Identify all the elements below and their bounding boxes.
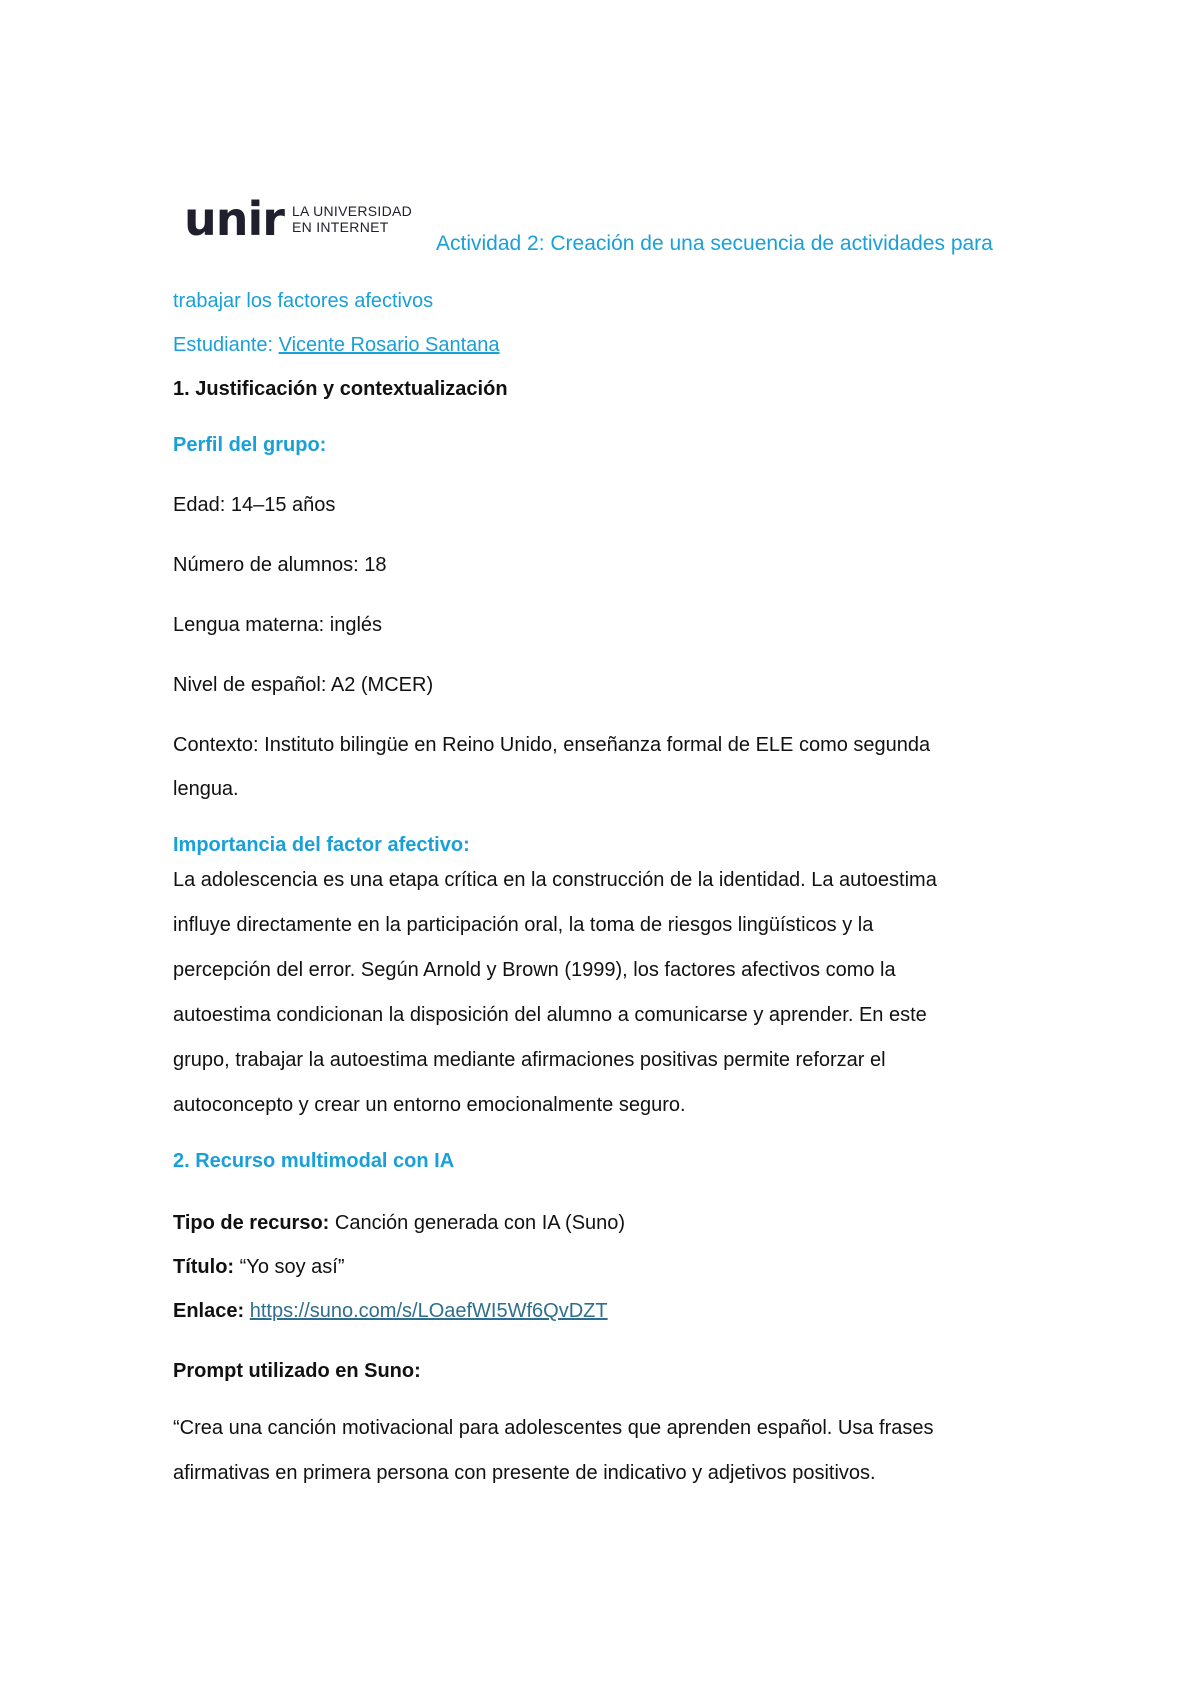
- title-line-2: trabajar los factores afectivos: [173, 290, 434, 312]
- tipo-line: Tipo de recurso: Canción generada con IA (Suno): [173, 1212, 626, 1234]
- unir-logo: [184, 192, 413, 246]
- contexto-line-1: Contexto: Instituto bilingüe en Reino Unido, enseñanza formal de ELE como segunda: [173, 734, 931, 756]
- suno-link[interactable]: https://suno.com/s/LOaefWI5Wf6QvDZT: [249, 1300, 608, 1322]
- profile-heading: Perfil del grupo:: [173, 434, 327, 456]
- prompt-heading: Prompt utilizado en Suno:: [173, 1360, 421, 1382]
- titulo-line: Título: “Yo soy así”: [173, 1256, 345, 1278]
- section2-heading: 2. Recurso multimodal con IA: [173, 1150, 455, 1172]
- importance-heading: Importancia del factor afectivo:: [173, 834, 470, 856]
- importance-paragraph: La adolescencia es una etapa crítica en la construcción de la identidad. La autoestima influye directamente en la participación oral, la toma de riesgos lingüísticos y la percepción del error. Según Arnold y Brown (1999), los factores afectivos como la autoestima condicionan la disposición del alumno a comunicarse y aprender. En este grupo, trabajar la autoestima mediante afirmaciones positivas permite reforzar el autoconcepto y crear un entorno emocionalmente seguro.: [173, 869, 937, 1116]
- contexto-line-2: lengua.: [173, 778, 239, 800]
- enlace-line: Enlace: https://suno.com/s/LOaefWI5Wf6QvDZT: [173, 1300, 608, 1322]
- lengua-line: Lengua materna: inglés: [173, 614, 383, 636]
- title-line-1: Actividad 2: Creación de una secuencia de actividades para: [436, 232, 993, 255]
- edad-line: Edad: 14–15 años: [173, 494, 336, 516]
- document-body: [173, 286, 1033, 1496]
- student-line: Estudiante: Vicente Rosario Santana: [173, 334, 500, 356]
- student-name-link[interactable]: Vicente Rosario Santana: [278, 334, 500, 356]
- nivel-line: Nivel de español: A2 (MCER): [173, 674, 434, 696]
- section1-heading: 1. Justificación y contextualización: [173, 378, 508, 400]
- logo-wordmark: unir: [184, 192, 284, 246]
- alumnos-line: Número de alumnos: 18: [173, 554, 387, 576]
- logo-tagline: LA UNIVERSIDAD EN INTERNET: [291, 203, 413, 235]
- prompt-text: “Crea una canción motivacional para adolescentes que aprenden español. Usa frases afirmativas en primera persona con presente de indicativo y adjetivos positivos.: [173, 1417, 934, 1484]
